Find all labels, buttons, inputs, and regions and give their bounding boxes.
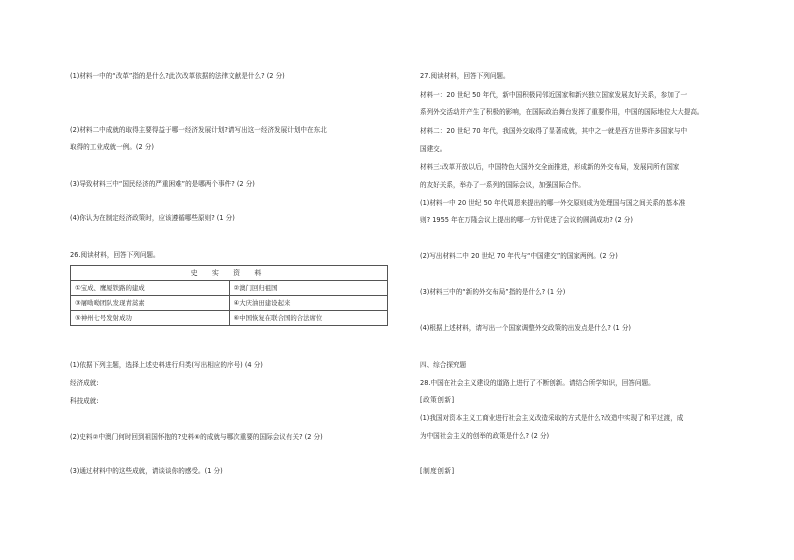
table-cell: ⑥中国恢复在联合国的合法席位 (229, 311, 388, 326)
historical-material-table (70, 265, 388, 326)
question-27-title: 27.阅读材料，回答下列问题。 (420, 72, 510, 80)
table-row (71, 281, 388, 296)
question-25-2-line1: (2)材料二中成就的取得主要得益于哪一经济发展计划?请写出这一经济发展计划中在东北 (70, 126, 327, 134)
material-1-line2: 系列外交活动并产生了积极的影响，在国际政治舞台发挥了重要作用，中国的国际地位大大提高。 (420, 108, 704, 116)
question-27-1-line1: (1)材料一中 20 世纪 50 年代周恩来提出的哪一外交原则成为处理国与国之间关系的基本准 (420, 199, 686, 207)
policy-innovation-tag: [政策创新] (420, 396, 455, 404)
question-27-3: (3)材料三中的“新的外交布局”指的是什么? (1 分) (420, 288, 566, 296)
tech-achievements-label: 科技成就: (70, 397, 99, 405)
question-26-3: (3)通过材料中的这些成就，请谈谈你的感受。(1 分) (70, 467, 223, 475)
question-26-2: (2)史料②中澳门何时回到祖国怀抱的?史料⑥的成就与哪次重要的国际会议有关? (2 分) (70, 433, 323, 441)
question-27-4: (4)根据上述材料，请写出一个国家调整外交政策的出发点是什么? (1 分) (420, 324, 631, 332)
table-title: 史 实 资 料 (71, 266, 388, 281)
table-cell: ③屠呦呦团队发现青蒿素 (71, 296, 230, 311)
question-28-title: 28.中国在社会主义建设的道路上进行了不断创新。请结合所学知识，回答问题。 (420, 379, 655, 387)
table-cell: ②澳门回归祖国 (229, 281, 388, 296)
economic-achievements-label: 经济成就: (70, 379, 99, 387)
table-cell: ④大庆油田建设起来 (229, 296, 388, 311)
material-2-line2: 国建交。 (420, 145, 447, 153)
material-3-line2: 的友好关系，举办了一系列的国际会议，加强国际合作。 (420, 181, 585, 189)
table-cell: ⑤神州七号发射成功 (71, 311, 230, 326)
table-row (71, 296, 388, 311)
table-row (71, 311, 388, 326)
question-25-3: (3)导致材料三中“国民经济的严重困难”的是哪两个事件? (2 分) (70, 180, 255, 188)
material-2-line1: 材料二：20 世纪 70 年代，我国外交取得了显著成就，其中之一就是西方世界许多国家与中 (420, 127, 688, 135)
question-25-4: (4)你认为在制定经济政策时，应该遵循哪些原则? (1 分) (70, 214, 235, 222)
question-27-1-line2: 则? 1955 年在万隆会议上提出的哪一方针促进了会议的圆满成功? (2 分) (420, 216, 633, 224)
system-innovation-tag: [制度创新] (420, 467, 455, 475)
question-26-title: 26.阅读材料，回答下列问题。 (70, 251, 160, 259)
material-3-line1: 材料三:改革开放以后，中国特色大国外交全面推进，形成新的外交布局，发展同所有国家 (420, 163, 680, 171)
question-27-2: (2)写出材料二中 20 世纪 70 年代与“中国建交”的国家两例。(2 分) (420, 252, 618, 260)
question-25-1: (1)材料一中的“改革”指的是什么?此次改革依据的法律文献是什么? (2 分) (70, 72, 285, 80)
section-4-heading: 四、综合探究题 (420, 361, 467, 369)
question-26-1: (1)依据下列主题，选择上述史料进行归类(写出相应的序号) (4 分) (70, 361, 263, 369)
question-28-1-line1: (1)我国对资本主义工商业进行社会主义改造采取的方式是什么?改造中实现了和平过渡，成 (420, 414, 684, 422)
material-1-line1: 材料一：20 世纪 50 年代，新中国积极同邻近国家和新兴独立国家发展友好关系，参加了一 (420, 91, 688, 99)
question-25-2-line2: 取得的工业成就一例。(2 分) (70, 143, 154, 151)
table-cell: ①宝成、鹰厦铁路的建成 (71, 281, 230, 296)
question-28-1-line2: 为中国社会主义的创举的政策是什么? (2 分) (420, 432, 550, 440)
